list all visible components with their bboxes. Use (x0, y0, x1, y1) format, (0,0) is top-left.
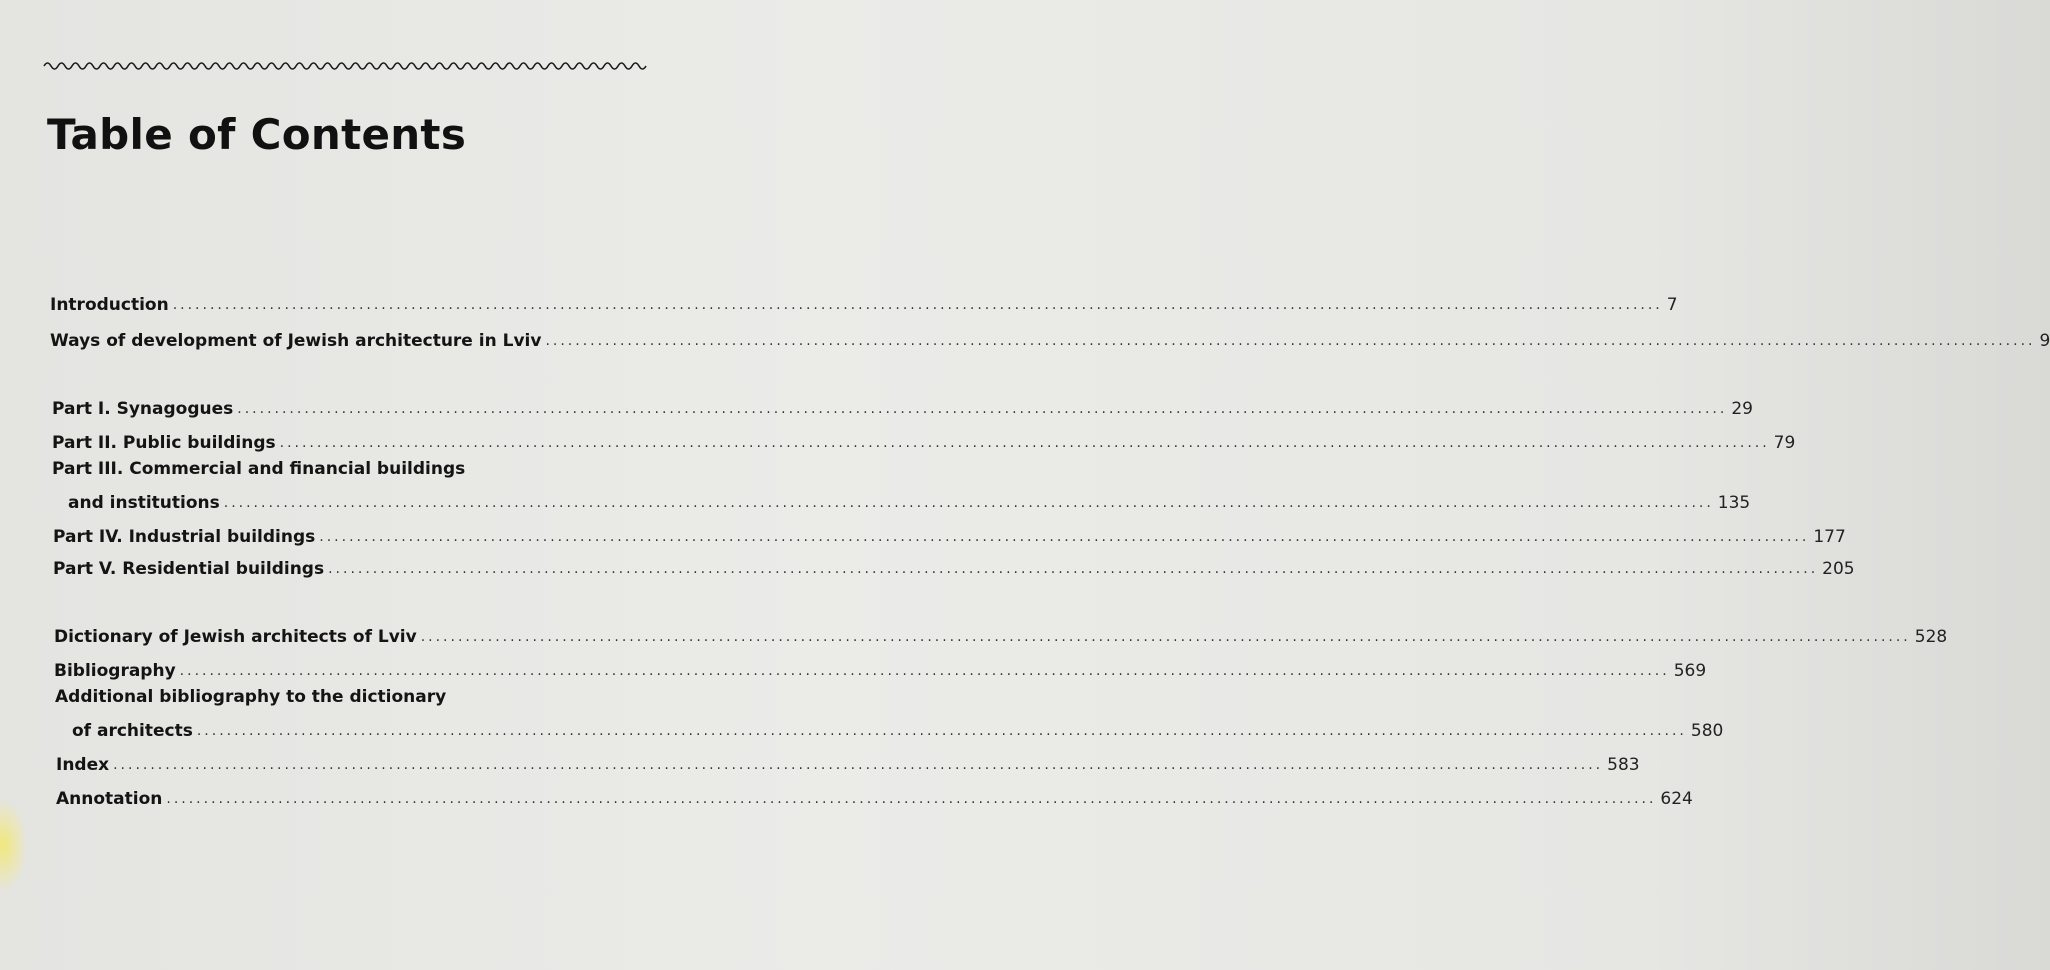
toc-entry-introduction[interactable] (50, 286, 1678, 316)
toc-entry-page: 135 (1717, 493, 1751, 513)
dot-leader: ........................................................................................................................................................................................................ (420, 629, 1911, 645)
toc-entry-label: Part I. Synagogues (52, 399, 234, 419)
toc-entry-page: 580 (1690, 721, 1724, 741)
toc-entry-label: of architects (72, 721, 193, 741)
toc-entry-page: 79 (1773, 433, 1796, 453)
toc-entry-additional-bibliography-line1[interactable]: Additional bibliography to the dictionary (55, 687, 447, 707)
dot-leader: ........................................................................................................................................................................................................ (113, 757, 1604, 773)
toc-entry-label: Introduction (50, 295, 169, 315)
toc-entry-page: 7 (1666, 295, 1678, 315)
toc-entry-dictionary[interactable] (54, 618, 1948, 648)
toc-entry-part-2[interactable] (52, 424, 1796, 454)
toc-entry-label: Part IV. Industrial buildings (53, 527, 316, 547)
dot-leader: ........................................................................................................................................................................................................ (223, 495, 1714, 511)
page-title: Table of Contents (47, 110, 467, 159)
toc-entry-label: Index (56, 755, 110, 775)
toc-entry-page: 177 (1813, 527, 1846, 547)
toc-entry-ways-of-development[interactable] (50, 322, 2050, 352)
toc-entry-index[interactable] (56, 746, 1640, 776)
toc-entry-label: Annotation (56, 789, 163, 809)
toc-entry-label: Ways of development of Jewish architecture in Lviv (50, 331, 542, 351)
toc-entry-label: Part V. Residential buildings (53, 559, 325, 579)
toc-entry-label: Dictionary of Jewish architects of Lviv (54, 627, 417, 647)
toc-entry-page: 569 (1673, 661, 1707, 681)
toc-entry-part-4[interactable] (53, 518, 1846, 548)
dot-leader: ........................................................................................................................................................................................................ (196, 723, 1687, 739)
toc-entry-label: Bibliography (54, 661, 176, 681)
dot-leader: ........................................................................................................................................................................................................ (328, 561, 1819, 577)
dot-leader: ........................................................................................................................................................................................................ (166, 791, 1657, 807)
toc-entry-label: and institutions (68, 493, 220, 513)
dot-leader: ........................................................................................................................................................................................................ (237, 401, 1728, 417)
toc-entry-bibliography[interactable] (54, 652, 1707, 682)
toc-entry-label: Part II. Public buildings (52, 433, 276, 453)
toc-entry-additional-bibliography[interactable] (72, 712, 1724, 742)
toc-entry-page: 29 (1731, 399, 1753, 419)
toc-entry-part-3[interactable] (68, 484, 1751, 514)
dot-leader: ........................................................................................................................................................................................................ (172, 297, 1663, 313)
toc-entry-page: 205 (1822, 559, 1855, 579)
toc-entry-page: 583 (1607, 755, 1640, 775)
toc-entry-part-1[interactable] (52, 390, 1753, 420)
toc-entry-page: 528 (1914, 627, 1948, 647)
toc-entry-page: 624 (1660, 789, 1693, 809)
dot-leader: ........................................................................................................................................................................................................ (319, 529, 1810, 545)
dot-leader: ........................................................................................................................................................................................................ (279, 435, 1770, 451)
toc-entry-part-3-line1[interactable]: Part III. Commercial and financial buildings (52, 459, 466, 479)
dot-leader: ........................................................................................................................................................................................................ (179, 663, 1670, 679)
toc-entry-annotation[interactable] (56, 780, 1693, 810)
toc-entry-page: 9 (2039, 331, 2050, 351)
dot-leader: ........................................................................................................................................................................................................ (545, 333, 2036, 349)
toc-entry-part-5[interactable] (53, 550, 1855, 580)
